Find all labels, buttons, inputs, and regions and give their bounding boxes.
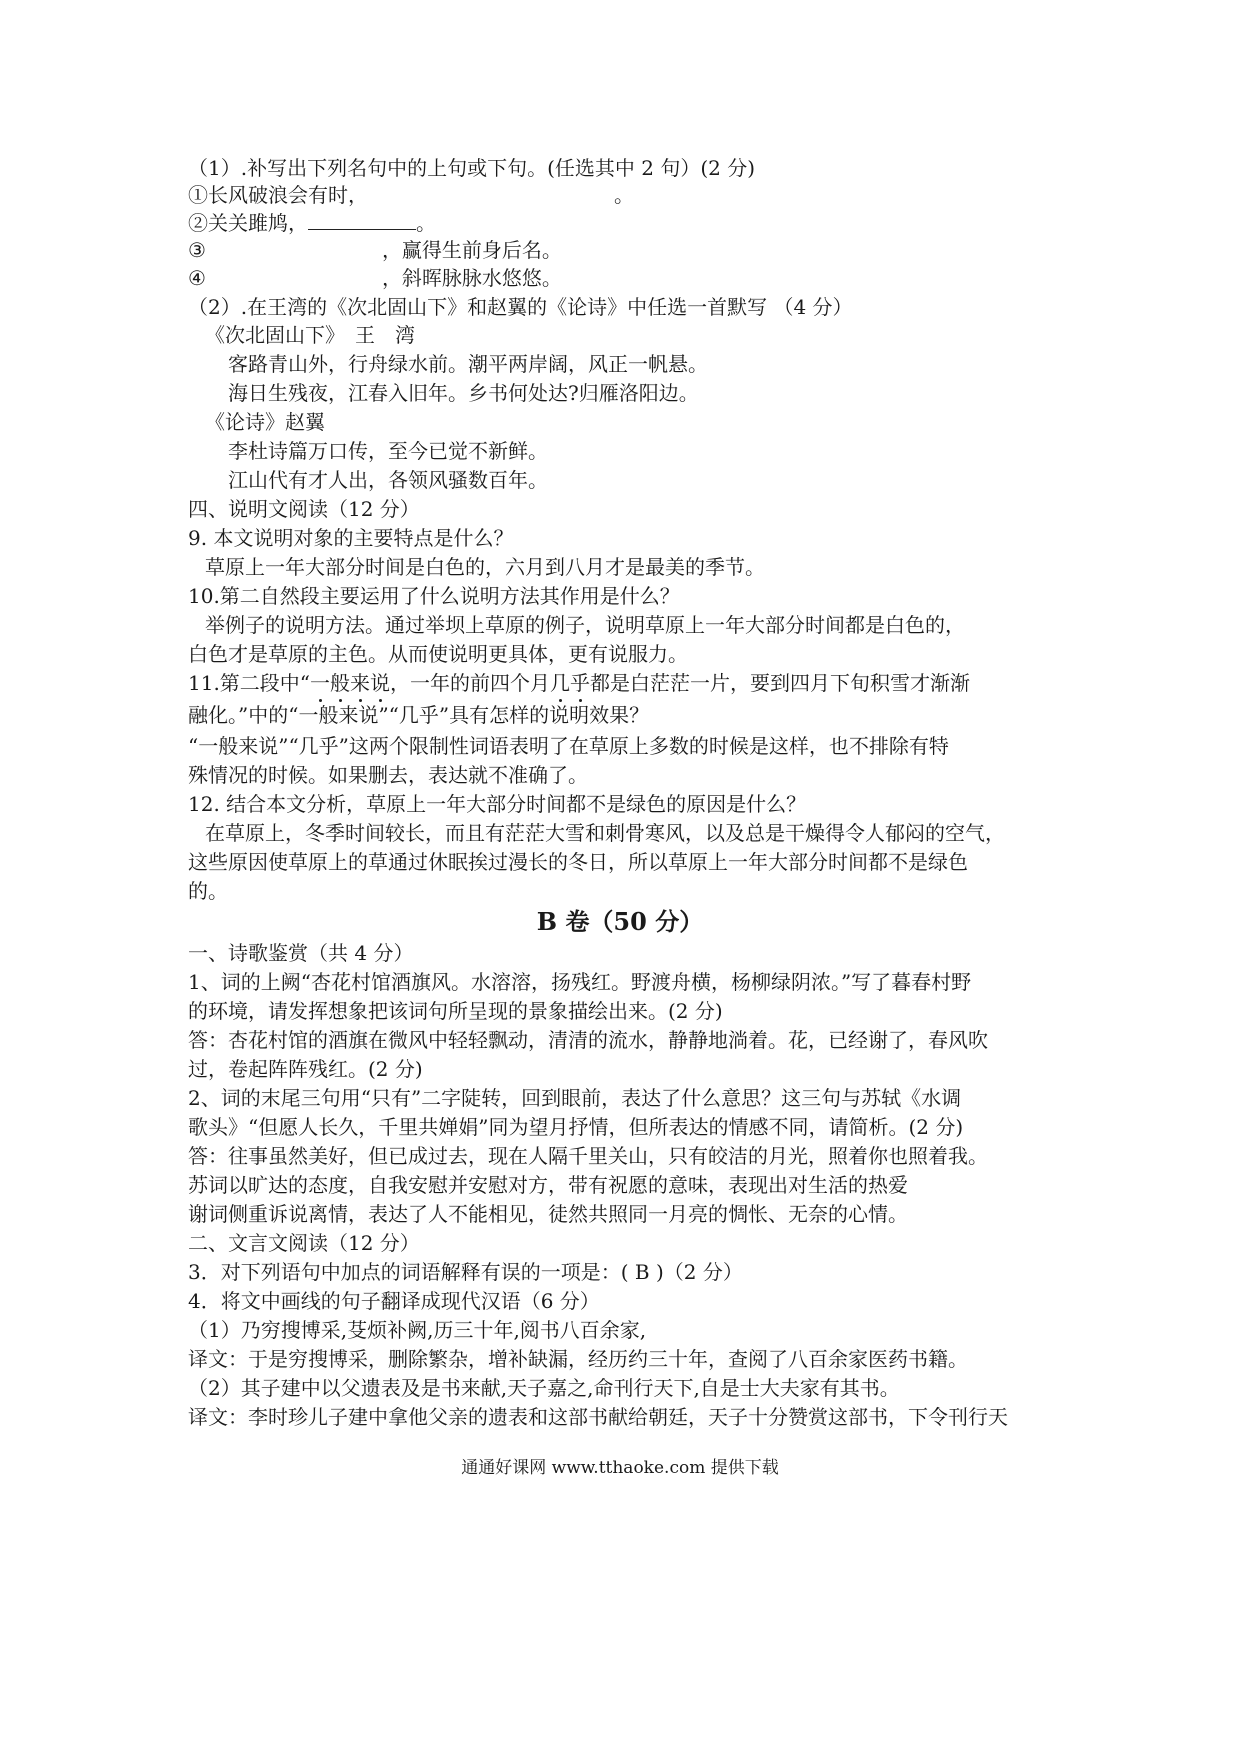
question: 10.第二自然段主要运用了什么说明方法其作用是什么？ bbox=[188, 584, 680, 608]
answer: 过，卷起阵阵残红。(2 分) bbox=[188, 1057, 423, 1081]
dotted-char: 说 bbox=[370, 671, 391, 695]
text-line bbox=[188, 180, 1068, 210]
line-text: ，一年的前四个月 bbox=[390, 671, 551, 695]
question: 9. 本文说明对象的主要特点是什么？ bbox=[188, 526, 514, 550]
text-line: （2）.在王湾的《次北固山下》和赵翼的《论诗》中任选一首默写 （4 分） bbox=[188, 295, 853, 319]
source-sentence: （1）乃穷搜博采,芟烦补阙,历三十年,阅书八百余家, bbox=[188, 1318, 647, 1342]
question: 融化。”中的“一般来说”“几乎”具有怎样的说明效果？ bbox=[188, 703, 650, 727]
line-text: ，斜晖脉脉水悠悠。 bbox=[381, 266, 562, 290]
answer: 答：往事虽然美好，但已成过去，现在人隔千里关山，只有皎洁的月光，照着你也照着我。 bbox=[188, 1144, 988, 1168]
dotted-char: 几 bbox=[550, 671, 571, 695]
answer: 谢词侧重诉说离情，表达了人不能相见，徒然共照同一月亮的惆怅、无奈的心情。 bbox=[188, 1202, 908, 1226]
question: 歌头》“但愿人长久，千里共婵娟”同为望月抒情，但所表达的情感不同，请简析。(2 分) bbox=[188, 1115, 964, 1139]
line-text: 11.第二段中“ bbox=[188, 671, 311, 695]
poem-title: 《论诗》赵翼 bbox=[205, 410, 325, 434]
dotted-char: 乎 bbox=[570, 671, 591, 695]
dotted-char: 般 bbox=[330, 671, 351, 695]
poem-title: 《次北固山下》 王 湾 bbox=[205, 323, 415, 347]
text-line bbox=[188, 235, 1068, 265]
line-text: ②关关雎鸠， bbox=[188, 211, 308, 235]
poem-line: 海日生残夜，江春入旧年。乡书何处达?归雁洛阳边。 bbox=[228, 381, 699, 405]
text-line bbox=[188, 208, 1068, 238]
line-text: 。 bbox=[614, 183, 634, 207]
answer: 苏词以旷达的态度，自我安慰并安慰对方，带有祝愿的意味，表现出对生活的热爱 bbox=[188, 1173, 908, 1197]
question: 的环境，请发挥想象把该词句所呈现的景象描绘出来。(2 分) bbox=[188, 999, 723, 1023]
answer: 白色才是草原的主色。从而使说明更具体，更有说服力。 bbox=[188, 642, 688, 666]
answer: 这些原因使草原上的草通过休眠挨过漫长的冬日，所以草原上一年大部分时间都不是绿色 bbox=[188, 850, 968, 874]
dotted-char: 来 bbox=[350, 671, 371, 695]
section-heading: 二、文言文阅读（12 分） bbox=[188, 1231, 420, 1255]
question: 3．对下列语句中加点的词语解释有误的一项是：( B )（2 分） bbox=[188, 1260, 743, 1284]
answer: 在草原上，冬季时间较长，而且有茫茫大雪和刺骨寒风，以及总是干燥得令人郁闷的空气， bbox=[205, 821, 1005, 845]
answer: 的。 bbox=[188, 879, 228, 903]
translation: 译文：于是穷搜博采，删除繁杂，增补缺漏，经历约三十年，查阅了八百余家医药书籍。 bbox=[188, 1347, 968, 1371]
section-heading: 四、说明文阅读（12 分） bbox=[188, 497, 420, 521]
question: 1、词的上阙“杏花村馆酒旗风。水溶溶，扬残红。野渡舟横，杨柳绿阴浓。”写了暮春村野 bbox=[188, 970, 972, 994]
section-b-heading: B 卷（50 分） bbox=[536, 907, 704, 936]
line-text: ①长风破浪会有时， bbox=[188, 183, 368, 207]
line-text: 都是白茫茫一片，要到四月下旬积雪才渐渐 bbox=[590, 671, 971, 695]
dotted-char: 一 bbox=[310, 671, 331, 695]
question: 2、词的末尾三句用“只有”二字陡转，回到眼前，表达了什么意思？这三句与苏轼《水调 bbox=[188, 1086, 962, 1110]
translation: 译文：李时珍儿子建中拿他父亲的遗表和这部书献给朝廷，天子十分赞赏这部书，下令刊行天 bbox=[188, 1405, 1008, 1429]
poem-line: 李杜诗篇万口传，至今已觉不新鲜。 bbox=[228, 439, 548, 463]
answer: 举例子的说明方法。通过举坝上草原的例子，说明草原上一年大部分时间都是白色的， bbox=[205, 613, 965, 637]
poem-line: 客路青山外，行舟绿水前。潮平两岸阔，风正一帆悬。 bbox=[228, 352, 708, 376]
section-heading: 一、诗歌鉴赏（共 4 分） bbox=[188, 941, 414, 965]
question bbox=[188, 668, 1068, 698]
source-sentence: （2）其子建中以父遗表及是书来献,天子嘉之,命刊行天下,自是士大夫家有其书。 bbox=[188, 1376, 900, 1400]
answer: 殊情况的时候。如果删去，表达就不准确了。 bbox=[188, 763, 588, 787]
line-text: ③ bbox=[188, 238, 206, 262]
line-text: ，赢得生前身后名。 bbox=[381, 238, 562, 262]
fill-in-blank bbox=[308, 209, 416, 230]
page-footer: 通通好课网 www.tthaoke.com 提供下载 bbox=[461, 1458, 779, 1478]
line-text: 。 bbox=[416, 211, 436, 235]
text-line: （1）.补写出下列名句中的上句或下句。(任选其中 2 句）(2 分) bbox=[188, 156, 756, 180]
question: 12. 结合本文分析，草原上一年大部分时间都不是绿色的原因是什么？ bbox=[188, 792, 807, 816]
text-line bbox=[188, 263, 1068, 293]
answer: “一般来说”“几乎”这两个限制性词语表明了在草原上多数的时候是这样，也不排除有特 bbox=[188, 734, 949, 758]
question: 4．将文中画线的句子翻译成现代汉语（6 分） bbox=[188, 1289, 600, 1313]
line-text: ④ bbox=[188, 266, 206, 290]
answer: 答：杏花村馆的酒旗在微风中轻轻飘动，清清的流水，静静地淌着。花，已经谢了，春风吹 bbox=[188, 1028, 988, 1052]
poem-line: 江山代有才人出，各领风骚数百年。 bbox=[228, 468, 548, 492]
answer: 草原上一年大部分时间是白色的，六月到八月才是最美的季节。 bbox=[205, 555, 765, 579]
